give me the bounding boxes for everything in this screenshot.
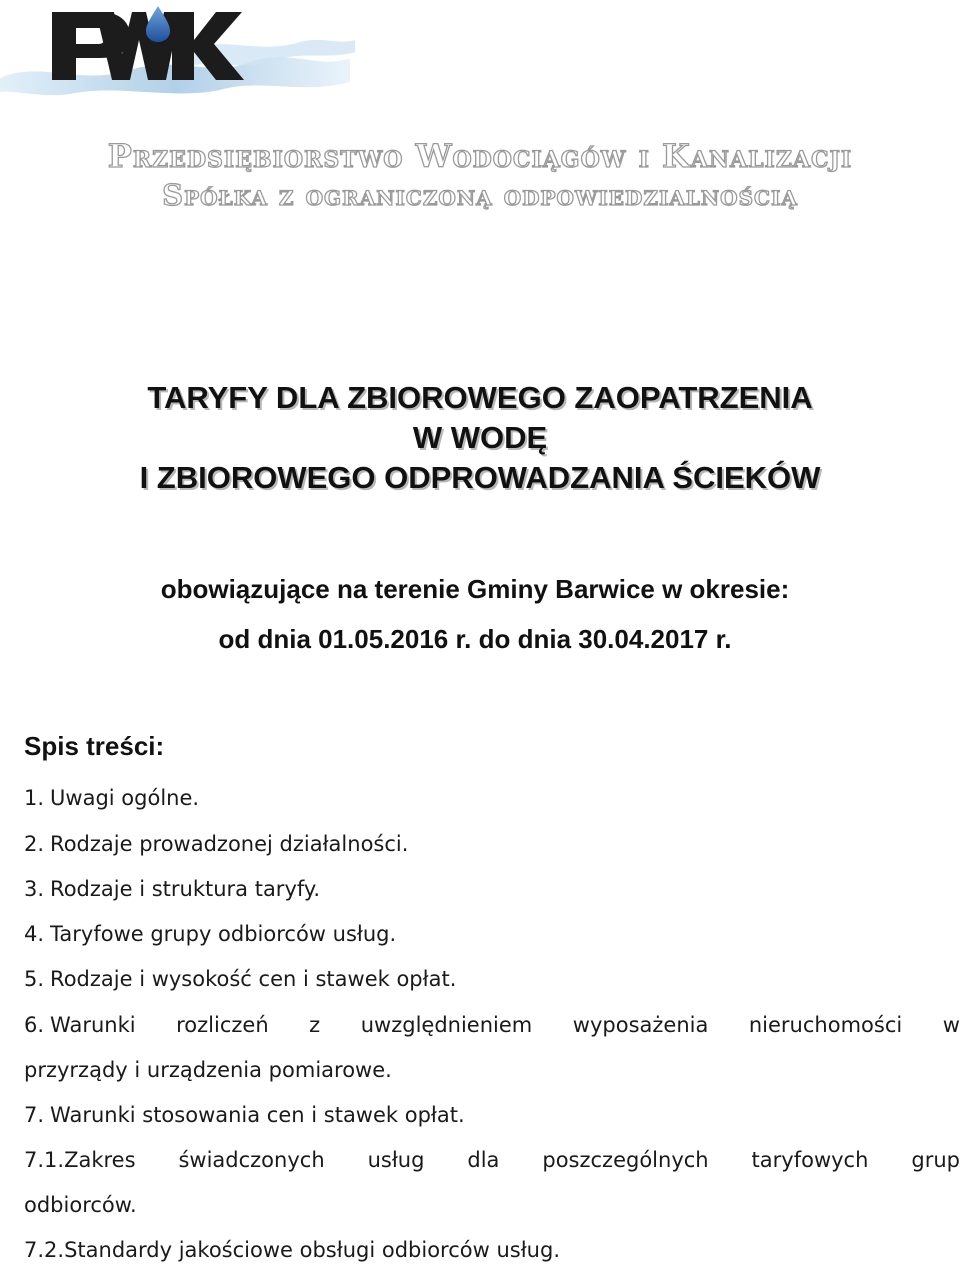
toc-word: w [942, 1013, 960, 1037]
toc-item-number: 2. [24, 832, 45, 856]
toc-item-number: 7. [24, 1103, 45, 1127]
toc-item-text: Rodzaje i wysokość cen i stawek opłat. [50, 967, 457, 991]
toc-item-justified-line [24, 1013, 960, 1037]
toc-item-number: 4. [24, 922, 45, 946]
toc-item-number: 3. [24, 877, 45, 901]
toc-heading: Spis treści: [24, 731, 165, 761]
toc-word: rozliczeń [176, 1013, 269, 1037]
toc-word: usług [367, 1148, 425, 1172]
toc-item [24, 877, 320, 901]
validity-period: od dnia 01.05.2016 r. do dnia 30.04.2017 r. [218, 624, 732, 654]
toc-item [24, 1238, 560, 1262]
company-logo [0, 0, 360, 100]
toc-item [24, 832, 408, 856]
toc-item-number: 5. [24, 967, 45, 991]
toc-item-number: 7.2. [24, 1238, 65, 1262]
toc-word: świadczonych [178, 1148, 325, 1172]
toc-item-continuation: przyrządy i urządzenia pomiarowe. [24, 1058, 392, 1082]
toc-word: uwzględnieniem [360, 1013, 533, 1037]
validity-area: obowiązujące na terenie Gminy Barwice w okresie: [160, 574, 790, 604]
toc-item-text: Uwagi ogólne. [50, 786, 200, 810]
toc-item [24, 786, 199, 810]
toc-word: dla [467, 1148, 500, 1172]
toc-word: grup [911, 1148, 960, 1172]
toc-word: taryfowych [751, 1148, 869, 1172]
toc-item-text: Rodzaje prowadzonej działalności. [50, 832, 409, 856]
water-logo-icon [0, 0, 360, 100]
document-title-line2: W WODĘ [412, 420, 548, 455]
toc-item-number-and-word: 6. Warunki [24, 1013, 136, 1037]
toc-word: poszczególnych [542, 1148, 709, 1172]
toc-item-number: 1. [24, 786, 45, 810]
document-title-line3: I ZBIOROWEGO ODPROWADZANIA ŚCIEKÓW [139, 460, 821, 495]
document-title-line1: TARYFY DLA ZBIOROWEGO ZAOPATRZENIA [147, 380, 813, 415]
toc-item-text: Rodzaje i struktura taryfy. [50, 877, 321, 901]
company-name-line2: Spółka z ograniczoną odpowiedzialnością [162, 178, 798, 212]
toc-item-number-and-word: 7.1.Zakres [24, 1148, 136, 1172]
toc-item [24, 922, 396, 946]
toc-item [24, 967, 456, 991]
toc-item-text: Standardy jakościowe obsługi odbiorców usług. [64, 1238, 560, 1262]
toc-word: wyposażenia [572, 1013, 709, 1037]
toc-item-text: Warunki stosowania cen i stawek opłat. [50, 1103, 465, 1127]
toc-item-text: Taryfowe grupy odbiorców usług. [50, 922, 397, 946]
company-name-line1: Przedsiębiorstwo Wodociągów i Kanalizacji [107, 137, 853, 175]
toc-item-justified-line [24, 1148, 960, 1172]
toc-item-continuation: odbiorców. [24, 1193, 137, 1217]
toc-item [24, 1103, 465, 1127]
toc-word: z [309, 1013, 321, 1037]
toc-word: nieruchomości [748, 1013, 903, 1037]
